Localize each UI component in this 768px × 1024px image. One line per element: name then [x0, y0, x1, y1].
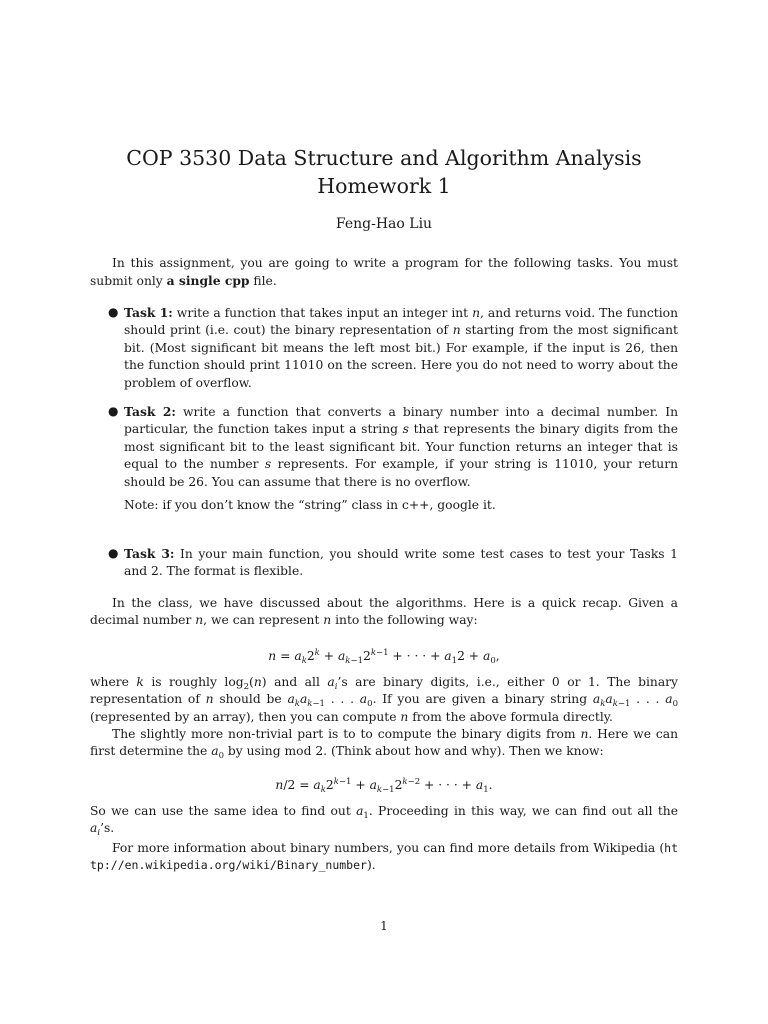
equation-half: $n/2 = a_k2^{k-1} + a_{k-1}2^{k-2}$ + · · · + $a_1$.: [275, 777, 493, 795]
page-number: 1: [380, 919, 388, 933]
recap-paragraph: In the class, we have discussed about the algorithms. Here is a quick recap. Given a decimal number n, we can represent n into the following way:: [90, 596, 678, 628]
bullet-icon: ●: [108, 305, 119, 319]
bullet-icon: ●: [108, 546, 119, 560]
bullet-icon: ●: [108, 404, 119, 418]
intro-paragraph: In this assignment, you are going to write a program for the following tasks. You must submit only a single cpp file.: [90, 256, 678, 289]
task-3-item: ● Task 3: In your main function, you should write some test cases to test your Tasks 1 and 2. The format is flexible.: [108, 546, 679, 579]
document-title: [0, 144, 768, 200]
so-paragraph: So we can use the same idea to find out $a_1$. Proceeding in this way, we can find out all the $a_i’s$.: [90, 804, 678, 839]
where-paragraph: where k is roughly $\log_2(n)$ and all $a_i’s$ are binary digits, i.e., either 0 or 1. The binary representation of n should be $a_ka_{k-1}$ . . . $a_0$. If you are given a binary string $a_ka_{k-1}$ . . . $a_0$ (represented by an array), then you can compute n from the above formula directly.: [90, 675, 678, 724]
more-info-paragraph: For more information about binary numbers, you can find more details from Wikipedia (http://en.wikipedia.org/wiki/Binary_number).: [90, 841, 678, 873]
task-1-item: ● Task 1: write a function that takes input an integer int n, and returns void. The function should print (i.e. cout) the binary representation of n starting from the most significant bit. (Most significant bit means the left most bit.) For example, if the input is 26, then the function should print 11010 on the screen. Here you do not need to worry about the problem of overflow.: [108, 305, 678, 390]
intro-bold: a single cpp: [166, 273, 250, 289]
task-2-item: ● Task 2: write a function that converts a binary number into a decimal number. In particular, the function takes input a string s that represents the binary digits from the most significant bit to the least significant bit. Your function returns an integer that is equal to the number s represents. For example, if your string is 11010, your return should be 26. You can assume that there is no overflow. Note: if you don’t know the “string” class in c++, google it.: [124, 403, 678, 514]
task-1-label: Task 1:: [124, 305, 173, 320]
equation-binary-expansion: $n = a_k2^k + a_{k-1}2^{k-1}$ + · · · + $a_12 + a_0$,: [268, 648, 500, 666]
title-line-1: COP 3530 Data Structure and Algorithm Analysis: [126, 146, 642, 170]
task-2-label: Task 2:: [124, 404, 176, 419]
task-3-label: Task 3:: [124, 546, 175, 561]
task-2-note: Note: if you don’t know the “string” class in c++, google it.: [124, 498, 496, 513]
author-name: Feng-Hao Liu: [335, 216, 433, 232]
title-line-2: Homework 1: [317, 174, 451, 198]
slightly-paragraph: The slightly more non-trivial part is to to compute the binary digits from n. Here we can first determine the $a_0$ by using mod 2. (Think about how and why). Then we know:: [90, 727, 679, 762]
wikipedia-link[interactable]: http://en.wikipedia.org/wiki/Binary_number: [90, 841, 678, 873]
